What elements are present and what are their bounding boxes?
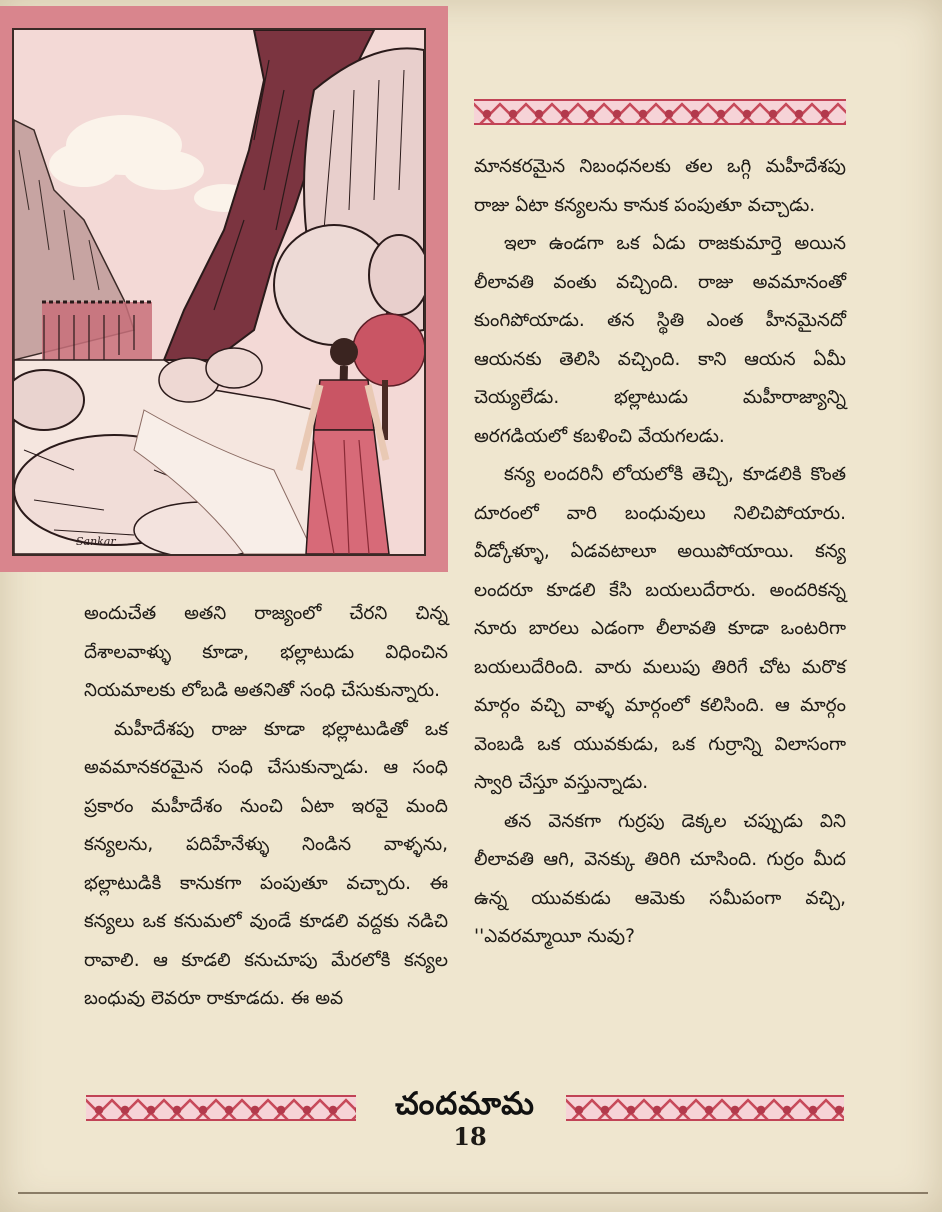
- page-number: 18: [453, 1122, 487, 1151]
- left-text-column: [84, 595, 448, 1019]
- decorative-border-footer-left: [86, 1095, 356, 1121]
- canyon-scene-drawing: [14, 30, 424, 554]
- paragraph: ఇలా ఉండగా ఒక ఏడు రాజకుమార్తె అయిన లీలావతి వంతు వచ్చింది. రాజు అవమానంతో కుంగిపోయాడు. తన స్థితి ఎంత హీనమైనదో ఆయనకు తెలిసి వచ్చింది. కాని ఆయన ఏమీ చెయ్యలేడు. భల్లాటుడు మహీరాజ్యాన్ని అరగడియలో కబళించి వేయగలడు.: [474, 233, 846, 447]
- paragraph: అందుచేత అతని రాజ్యంలో చేరని చిన్న దేశాలవాళ్ళు కూడా, భల్లాటుడు విధించిన నియమాలకు లోబడి అతనితో సంధి చేసుకున్నారు.: [84, 603, 448, 701]
- decorative-border-footer-right: [566, 1095, 844, 1121]
- right-text-column: [474, 148, 846, 957]
- illustration-frame: [0, 6, 448, 572]
- magazine-title: చందమామ: [395, 1086, 535, 1122]
- paragraph: మహీదేశపు రాజు కూడా భల్లాటుడితో ఒక అవమానకరమైన సంధి చేసుకున్నాడు. ఆ సంధి ప్రకారం మహీదేశం నుంచి ఏటా ఇరవై మంది కన్యలను, పదిహేనేళ్ళు నిండిన వాళ్ళను, భల్లాటుడికి కానుకగా పంపుతూ వచ్చారు. ఈ కన్యలు ఒక కనుమలో వుండే కూడలి వద్దకు నడిచి రావాలి. ఆ కూడలి కనుచూపు మేరలోకి కన్యల బంధువు లెవరూ రాకూడదు. ఈ అవ: [84, 718, 448, 1009]
- story-illustration: [12, 28, 426, 556]
- bottom-rule: [18, 1192, 928, 1194]
- paragraph: మానకరమైన నిబంధనలకు తల ఒగ్గి మహీదేశపు రాజు ఏటా కన్యలను కానుక పంపుతూ వచ్చాడు.: [474, 156, 846, 216]
- paragraph: తన వెనకగా గుర్రపు డెక్కల చప్పుడు విని లీలావతి ఆగి, వెనక్కు తిరిగి చూసింది. గుర్రం మీద ఉన్న యువకుడు ఆమెకు సమీపంగా వచ్చి, ''ఎవరమ్మాయీ నువు?: [474, 810, 846, 947]
- decorative-border-top: [474, 99, 846, 125]
- paragraph: కన్య లందరినీ లోయలోకి తెచ్చి, కూడలికి కొంత దూరంలో వారి బంధువులు నిలిచిపోయారు. వీడ్కోళ్ళూ, ఏడవటాలూ అయిపోయాయి. కన్య లందరూ కూడలి కేసి బయలుదేరారు. అందరికన్న నూరు బారలు ఎడంగా లీలావతి కూడా ఒంటరిగా బయలుదేరింది. వారు మలుపు తిరిగే చోట మరొక మార్గం వచ్చి వాళ్ళ మార్గంలో కలిసింది. ఆ మార్గం వెంబడి ఒక యువకుడు, ఒక గుర్రాన్ని విలాసంగా స్వారి చేస్తూ వస్తున్నాడు.: [474, 464, 846, 793]
- artist-signature: Sankar: [76, 535, 116, 548]
